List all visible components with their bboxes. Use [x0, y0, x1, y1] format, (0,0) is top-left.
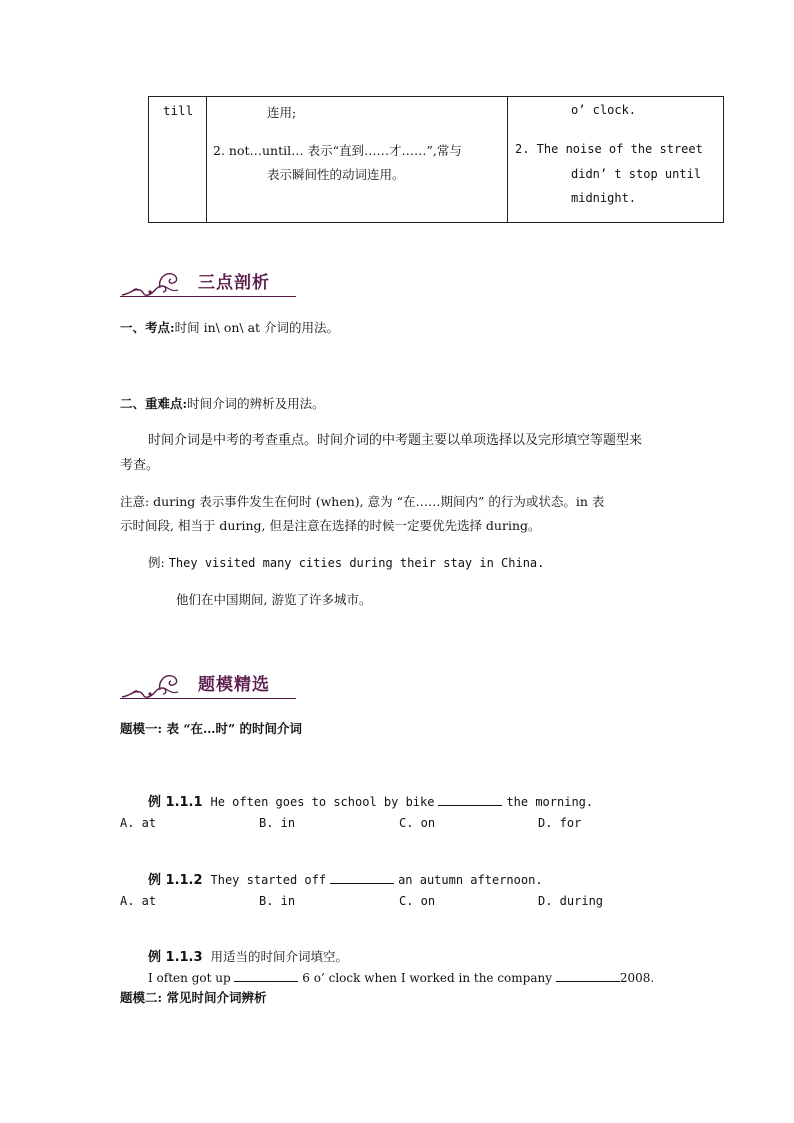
- exercise-text: an autumn afternoon.: [398, 873, 543, 887]
- option-a[interactable]: A. at: [120, 816, 157, 830]
- table-cell-usage-line: 2. not…until… 表示“直到……才……”,常与: [213, 143, 462, 158]
- option-d[interactable]: D. for: [538, 816, 582, 830]
- swirl-ornament-icon: [120, 670, 190, 700]
- example-translation: 他们在中国期间, 游览了许多城市。: [176, 592, 372, 607]
- usage-table: [148, 96, 724, 223]
- exercise-text: They started off: [210, 873, 327, 887]
- table-cell-usage-line: 连用;: [267, 105, 297, 120]
- exercise-text: I often got up: [148, 971, 231, 985]
- section-title: 题模精选: [198, 675, 270, 695]
- option-c[interactable]: C. on: [399, 816, 436, 830]
- table-divider: [206, 97, 207, 222]
- topic-title: 题模二: 常见时间介词辨析: [120, 990, 267, 1005]
- difficulty-line: [120, 394, 325, 414]
- section-underline: [120, 296, 296, 297]
- exercise-label: 例 1.1.3: [148, 950, 203, 965]
- section-title: 三点剖析: [198, 273, 270, 293]
- answer-blank[interactable]: [556, 970, 620, 982]
- exercise-instruction: 用适当的时间介词填空。: [210, 949, 349, 964]
- section-header-exercises: [120, 670, 296, 706]
- section-underline: [120, 698, 296, 699]
- fill-in-sentence: [148, 968, 654, 988]
- exercise-text: 2008.: [619, 971, 655, 985]
- note-paragraph: 注意: during 表示事件发生在何时 (when), 意为 “在……期间内” 的行为或状态。in 表: [120, 494, 605, 509]
- answer-blank[interactable]: [330, 872, 394, 884]
- table-cell-example-line: o’ clock.: [571, 103, 637, 117]
- answer-blank[interactable]: [234, 970, 298, 982]
- exercise-text: the morning.: [506, 795, 594, 809]
- table-cell-example-line: midnight.: [571, 191, 637, 205]
- key-point-label: 一、考点:: [120, 320, 175, 335]
- key-point-text: 时间 in\ on\ at 介词的用法。: [174, 320, 340, 335]
- example-english: They visited many cities during their stay in China.: [168, 556, 545, 570]
- swirl-ornament-icon: [120, 268, 190, 298]
- table-cell-preposition: till: [163, 103, 194, 118]
- explanation-paragraph: 时间介词是中考的考查重点。时间介词的中考题主要以单项选择以及完形填空等题型来: [148, 433, 643, 448]
- difficulty-label: 二、重难点:: [120, 396, 188, 411]
- option-c[interactable]: C. on: [399, 894, 436, 908]
- note-paragraph: 示时间段, 相当于 during, 但是注意在选择的时候一定要优先选择 during。: [120, 518, 541, 533]
- table-cell-example-line: didn’ t stop until: [571, 167, 702, 181]
- answer-blank[interactable]: [438, 794, 502, 806]
- exercise-question: [148, 947, 348, 968]
- difficulty-text: 时间介词的辨析及用法。: [187, 396, 325, 411]
- exercise-text: 6 o’ clock when I worked in the company: [302, 971, 553, 985]
- key-point-line: [120, 318, 339, 338]
- option-d[interactable]: D. during: [538, 894, 604, 908]
- option-b[interactable]: B. in: [259, 894, 296, 908]
- topic-title: 题模一: 表 “在…时” 的时间介词: [120, 721, 303, 736]
- exercise-question: [148, 792, 593, 813]
- exercise-text: He often goes to school by bike: [210, 795, 435, 809]
- option-b[interactable]: B. in: [259, 816, 296, 830]
- option-a[interactable]: A. at: [120, 894, 157, 908]
- example-sentence: [148, 553, 544, 573]
- section-header-analysis: [120, 268, 296, 304]
- table-cell-example-line: 2. The noise of the street: [515, 142, 703, 156]
- exercise-question: [148, 870, 543, 891]
- exercise-label: 例 1.1.2: [148, 873, 203, 888]
- table-cell-usage-line: 表示瞬间性的动词连用。: [267, 167, 405, 182]
- exercise-label: 例 1.1.1: [148, 795, 203, 810]
- table-divider: [507, 97, 508, 222]
- example-label: 例:: [148, 555, 165, 570]
- explanation-paragraph: 考查。: [120, 458, 160, 473]
